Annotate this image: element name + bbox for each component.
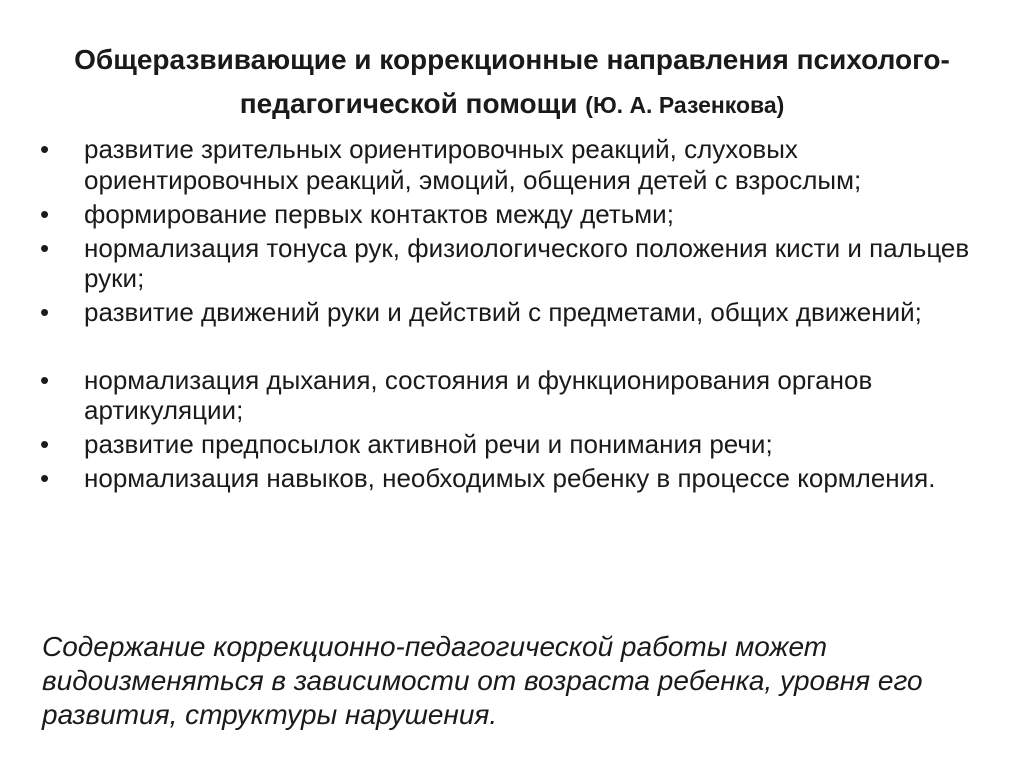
bullet-list	[40, 134, 990, 497]
list-item	[40, 233, 990, 294]
list-item-text: формирование первых контактов между детьми;	[84, 198, 674, 229]
bullet-dot: •	[40, 134, 50, 164]
bullet-dot: •	[40, 232, 50, 263]
list-item-text: нормализация дыхания, состояния и функционирования органов артикуляции;	[84, 364, 873, 425]
list-item-text: развитие движений руки и действий с предметами, общих движений;	[84, 297, 922, 327]
bullet-dot: •	[40, 198, 50, 229]
summary-note: Содержание коррекционно-педагогической работы может видоизменяться в зависимости от возраста ребенка, уровня его развития, структуры нарушения.	[42, 631, 923, 730]
bullet-dot: •	[40, 297, 50, 327]
list-item-text: развитие предпосылок активной речи и понимания речи;	[84, 429, 773, 459]
list-item	[40, 199, 990, 230]
bullet-dot: •	[40, 429, 50, 459]
title-author: (Ю. А. Разенкова)	[585, 92, 785, 118]
list-item-text: нормализация тонуса рук, физиологического положения кисти и пальцев руки;	[84, 232, 970, 293]
bullet-dot: •	[40, 364, 50, 395]
list-item	[40, 463, 990, 494]
list-item	[40, 134, 990, 195]
list-item	[40, 365, 990, 426]
list-item-text: нормализация навыков, необходимых ребенку в процессе кормления.	[84, 463, 936, 493]
title-main: Общеразвивающие и коррекционные направления психолого-педагогической помощи	[74, 44, 950, 119]
list-item-text: развитие зрительных ориентировочных реакций, слуховых ориентировочных реакций, эмоций, общения детей с взрослым;	[84, 134, 862, 195]
bullet-dot: •	[40, 463, 50, 493]
list-item	[40, 297, 990, 328]
slide-title	[40, 38, 984, 127]
list-item	[40, 429, 990, 460]
